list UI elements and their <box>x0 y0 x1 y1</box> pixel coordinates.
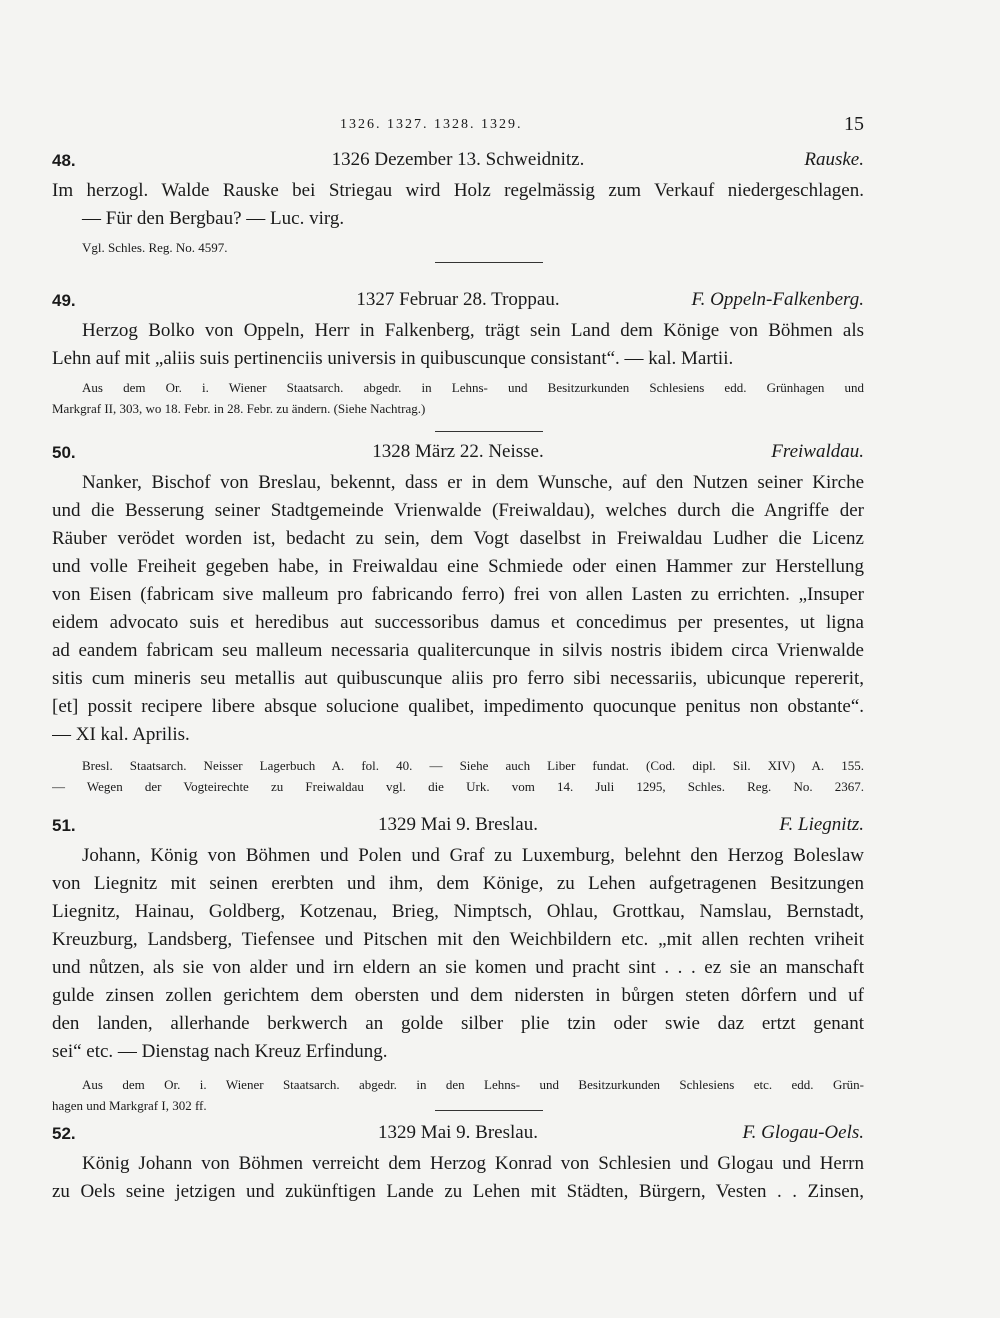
source-line: Aus dem Or. i. Wiener Staatsarch. abgedr. in Lehns- und Besitzurkunden Schlesiens edd. Grünhagen und <box>82 380 864 395</box>
entry-50 <box>52 441 864 797</box>
source-line: — Wegen der Vogteirechte zu Freiwaldau vgl. die Urk. vom 14. Juli 1295, Schles. Reg. No. 2367. <box>52 779 864 794</box>
entry-48 <box>52 149 864 258</box>
entry-heading <box>52 149 864 177</box>
body-line: [et] possit recipere libere absque solucione qualibet, impedimento quocunque penitus non obstante“. <box>52 696 864 717</box>
entry-51 <box>52 814 864 1116</box>
separator-rule <box>435 431 543 432</box>
running-head <box>52 113 864 139</box>
entry-number: 52. <box>52 1124 76 1143</box>
entry-number: 51. <box>52 816 76 835</box>
entry-date-place: 1326 Dezember 13. Schweidnitz. <box>331 149 585 170</box>
entry-49 <box>52 289 864 419</box>
source-line: Vgl. Schles. Reg. No. 4597. <box>82 240 228 255</box>
body-line: und nůtzen, als sie von alder und irn eldern an sie komen und pracht sint . . . ez sie an manschaft <box>52 957 864 978</box>
entry-locality: Rauske. <box>804 149 864 170</box>
body-line: und die Besserung seiner Stadtgemeinde Vrienwalde (Freiwaldau), welches durch die Angriffe der <box>52 500 864 521</box>
body-line: ad eandem fabricam seu malleum necessaria qualitercunque in silvis nostris ibidem circa Vrienwalde <box>52 640 864 661</box>
source-line: Bresl. Staatsarch. Neisser Lagerbuch A. fol. 40. — Siehe auch Liber fundat. (Cod. dipl. Sil. XIV) A. 155. <box>82 758 864 773</box>
body-line: Lehn auf mit „aliis suis pertinenciis universis in quibuscunque consistant“. — kal. Martii. <box>52 348 734 369</box>
separator-rule <box>435 1110 543 1111</box>
body-line: Johann, König von Böhmen und Polen und Graf zu Luxemburg, belehnt den Herzog Boleslaw <box>82 845 864 866</box>
body-line: sitis cum mineris seu metallis aut quibuscunque aliis pro ferro sibi necessariis, ubicunque repererit, <box>52 668 864 689</box>
body-line: Im herzogl. Walde Rauske bei Striegau wird Holz regelmässig zum Verkauf niedergeschlagen. <box>52 180 864 201</box>
entry-number: 49. <box>52 291 76 310</box>
source-line: Aus dem Or. i. Wiener Staatsarch. abgedr. in den Lehns- und Besitzurkunden Schlesiens etc. edd. Grün- <box>82 1077 864 1092</box>
body-line: und volle Freiheit gegeben habe, in Freiwaldau eine Schmiede oder einen Hammer zur Herstellung <box>52 556 864 577</box>
body-line: Kreuzburg, Landsberg, Tiefensee und Pitschen mit den Weichbildern etc. „mit allen rechten vriheit <box>52 929 864 950</box>
body-line: Räuber verödet worden ist, bedacht zu sein, dem Vogt daselbst in Freiwaldau Ludher die Licenz <box>52 528 864 549</box>
body-line: — XI kal. Aprilis. <box>52 724 190 745</box>
entry-heading <box>52 441 864 469</box>
body-line: — Für den Bergbau? — Luc. virg. <box>82 208 345 229</box>
running-head-years: 1326. 1327. 1328. 1329. <box>340 117 523 132</box>
entry-date-place: 1328 März 22. Neisse. <box>372 441 544 462</box>
entry-date-place: 1329 Mai 9. Breslau. <box>378 814 538 835</box>
source-line: Markgraf II, 303, wo 18. Febr. in 28. Febr. zu ändern. (Siehe Nachtrag.) <box>52 401 426 416</box>
entry-52 <box>52 1122 864 1206</box>
entry-locality: F. Glogau-Oels. <box>742 1122 864 1143</box>
entry-date-place: 1329 Mai 9. Breslau. <box>378 1122 538 1143</box>
body-line: gulde zinsen zollen gerichtem dem obersten und dem nidersten in bůrgen steten dôrfern und uf <box>52 985 864 1006</box>
body-line: den landen, allerhande berkwerch an golde silber plie tzin oder swie daz ertzt genant <box>52 1013 864 1034</box>
body-line: sei“ etc. — Dienstag nach Kreuz Erfindung. <box>52 1041 388 1062</box>
entry-heading <box>52 1122 864 1150</box>
entry-heading <box>52 289 864 317</box>
source-line: hagen und Markgraf I, 302 ff. <box>52 1098 207 1113</box>
body-line: Herzog Bolko von Oppeln, Herr in Falkenberg, trägt sein Land dem Könige von Böhmen als <box>82 320 864 341</box>
entry-locality: Freiwaldau. <box>771 441 864 462</box>
entry-locality: F. Oppeln-Falkenberg. <box>691 289 864 310</box>
separator-rule <box>435 262 543 263</box>
body-line: Liegnitz, Hainau, Goldberg, Kotzenau, Brieg, Nimptsch, Ohlau, Grottkau, Namslau, Bernstadt, <box>52 901 864 922</box>
entry-locality: F. Liegnitz. <box>779 814 864 835</box>
entry-heading <box>52 814 864 842</box>
entry-number: 48. <box>52 151 76 170</box>
body-line: Nanker, Bischof von Breslau, bekennt, dass er in dem Wunsche, auf den Nutzen seiner Kirche <box>82 472 864 493</box>
body-line: König Johann von Böhmen verreicht dem Herzog Konrad von Schlesien und Glogau und Herrn <box>82 1153 864 1174</box>
body-line: eidem advocato suis et heredibus aut successoribus damus et concedimus per presentes, ut ligna <box>52 612 864 633</box>
entry-number: 50. <box>52 443 76 462</box>
page-number: 15 <box>844 113 864 135</box>
body-line: zu Oels seine jetzigen und zukünftigen Lande zu Lehen mit Städten, Bürgern, Vesten . . Zinsen, <box>52 1181 864 1202</box>
body-line: von Eisen (fabricam sive malleum pro fabricando ferro) frei von allen Lasten zu errichten. „Insuper <box>52 584 864 605</box>
body-line: von Liegnitz mit seinen ererbten und ihm, dem Könige, zu Lehen aufgetragenen Besitzungen <box>52 873 864 894</box>
entry-date-place: 1327 Februar 28. Troppau. <box>356 289 560 310</box>
